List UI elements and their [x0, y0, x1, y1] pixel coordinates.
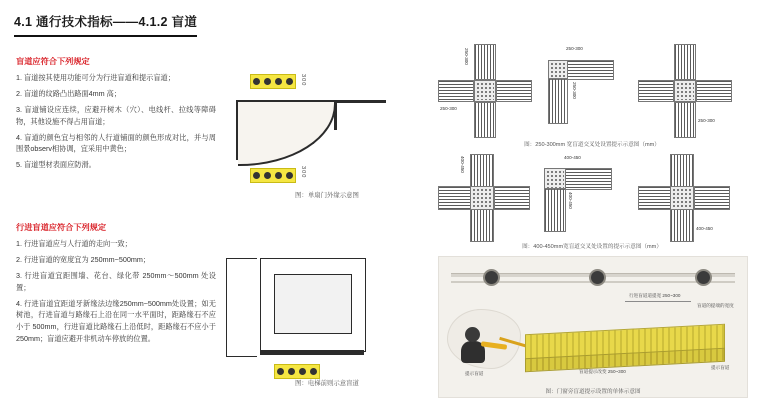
- leader-line: [625, 301, 691, 302]
- dim-label: 250-300: [572, 82, 577, 99]
- label-mid: 盲道提示改变 250~300: [579, 369, 626, 374]
- tactile-warning-corner: [548, 60, 568, 80]
- dim-label: 400-450: [564, 155, 581, 160]
- label-rail: 行进盲道道提宽 250~300: [629, 293, 681, 298]
- label-right: 提示盲道: [711, 365, 730, 370]
- diagram-tee-2: [638, 154, 734, 240]
- figure-perspective: [438, 256, 748, 398]
- tactile-arm-right: [566, 60, 614, 80]
- dimension-top: 300: [300, 74, 306, 87]
- dim-label: 400-450: [460, 156, 465, 173]
- tactile-arm-bottom: [470, 208, 494, 242]
- bollard-lamp-icon: [483, 269, 500, 286]
- elevator-inner-box: [274, 274, 352, 334]
- tactile-warning-pad-elevator: [274, 364, 320, 379]
- list-item: 4. 盲道的颜色宜与相邻的人行道铺面的颜色形成对比，并与周围景observ相协调，宜采用中黄色；: [16, 132, 216, 154]
- dim-label: 250-300: [698, 118, 715, 123]
- pedestrian-head: [465, 327, 480, 342]
- diagram-corner-1: [542, 44, 622, 136]
- diagram-caption-1: 图：250-300mm 宽盲道交叉处设置提示示意图（mm）: [524, 142, 660, 148]
- title-underline: [14, 35, 197, 37]
- label-strip: 盲道的提端的宽度: [697, 303, 734, 308]
- tactile-warning-center: [674, 80, 696, 102]
- tactile-warning-pad-top: [250, 74, 296, 89]
- elevator-door-line: [260, 350, 364, 355]
- door-leaf: [334, 102, 337, 130]
- dimension-bottom: 300: [300, 166, 306, 179]
- left-column-section-1: [16, 56, 216, 175]
- figure-elevator: [222, 252, 432, 392]
- tactile-arm-right: [696, 80, 732, 102]
- figure-door-caption: 图：单扇门外缘示意图: [295, 192, 359, 199]
- tactile-arm-left: [438, 186, 472, 210]
- diagram-caption-2: 图：400-450mm宽盲道交叉处设置的提示示意图（mm）: [522, 244, 662, 250]
- list-item: 1. 盲道按其使用功能可分为行进盲道和提示盲道；: [16, 73, 175, 82]
- diagram-cross-full-2: [438, 154, 530, 240]
- diagram-tee-1: [638, 44, 734, 136]
- diagram-cross-full-1: [438, 44, 530, 136]
- figure-perspective-caption: 图：门窗旁盲道提示设置的单体示意图: [545, 389, 641, 395]
- page-title: 4.1 通行技术指标——4.1.2 盲道: [14, 15, 198, 29]
- tactile-warning-center: [474, 80, 496, 102]
- tactile-arm-left: [438, 80, 474, 102]
- section-2-title: 行进盲道应符合下列规定: [16, 223, 107, 232]
- list-item: 2. 盲道的纹路凸出路面4mm 高；: [16, 88, 122, 98]
- figure-door-canvas: [222, 72, 432, 202]
- tactile-arm-down: [544, 188, 566, 232]
- label-left: 提示盲道: [465, 371, 484, 376]
- tactile-arm-bottom: [674, 102, 696, 138]
- tactile-arm-bottom: [474, 102, 496, 138]
- list-item: 1. 行进盲道应与人行道的走向一致；: [16, 239, 132, 248]
- bollard-lamp-icon: [589, 269, 606, 286]
- tactile-arm-top: [474, 44, 496, 80]
- tactile-warning-center: [670, 186, 694, 210]
- diagram-corner-2: [542, 154, 622, 240]
- tactile-warning-pad-bottom: [250, 168, 296, 183]
- list-item: 3. 盲道铺设应连续，应避开树木（穴）、电线杆、拉线等障碍物，其他设施不得占用盲道；: [16, 104, 216, 126]
- list-item: 5. 盲道型材表面应防滑。: [16, 160, 96, 170]
- dim-label: 250-300: [440, 106, 457, 111]
- dim-label: 400-450: [696, 226, 713, 231]
- list-item: 4. 行进盲道宜距道牙新缘法边缘250mm~500mm处设置；如无树池，行进盲道与路缘石上沿在同一水平面时，距路缘石不应小于 500mm，行进盲道比路缘石上沿低时，距路缘石不应小于250mm；盲道应避开非机动车停放的位置。: [16, 298, 216, 344]
- section-1-title: 盲道应符合下列规定: [16, 57, 90, 66]
- section-1-list: [16, 72, 216, 171]
- dim-label: 250-300: [464, 48, 469, 65]
- list-item: 3. 行进盲道宜距围墙、花台、绿化带 250mm～500mm 处设置；: [16, 270, 216, 292]
- tactile-arm-right: [494, 186, 530, 210]
- page-header: [14, 12, 734, 37]
- dim-label: 400-450: [568, 192, 573, 209]
- tactile-arm-right: [694, 186, 730, 210]
- tactile-arm-right: [564, 168, 612, 190]
- tactile-arm-top: [670, 154, 694, 188]
- tactile-arm-top: [674, 44, 696, 80]
- door-swing-arc: [238, 102, 336, 166]
- figure-elevator-caption: 图：电梯前则示意盲道: [295, 380, 359, 387]
- tactile-warning-corner: [544, 168, 566, 190]
- figure-door: [222, 72, 432, 202]
- tactile-arm-down: [548, 78, 568, 124]
- tactile-warning-center: [470, 186, 494, 210]
- tactile-arm-top: [470, 154, 494, 188]
- tactile-arm-bottom: [670, 208, 694, 242]
- left-column-section-2: [16, 222, 216, 349]
- tactile-arm-left: [638, 186, 672, 210]
- tactile-arm-right: [496, 80, 532, 102]
- bollard-lamp-icon: [695, 269, 712, 286]
- dim-label: 250-300: [566, 46, 583, 51]
- tactile-arm-left: [638, 80, 674, 102]
- section-2-list: [16, 238, 216, 345]
- tactile-intersection-diagrams: [438, 40, 746, 248]
- list-item: 2. 行进盲道的宽度宜为 250mm~500mm；: [16, 254, 150, 264]
- elevator-side-wall: [226, 258, 257, 357]
